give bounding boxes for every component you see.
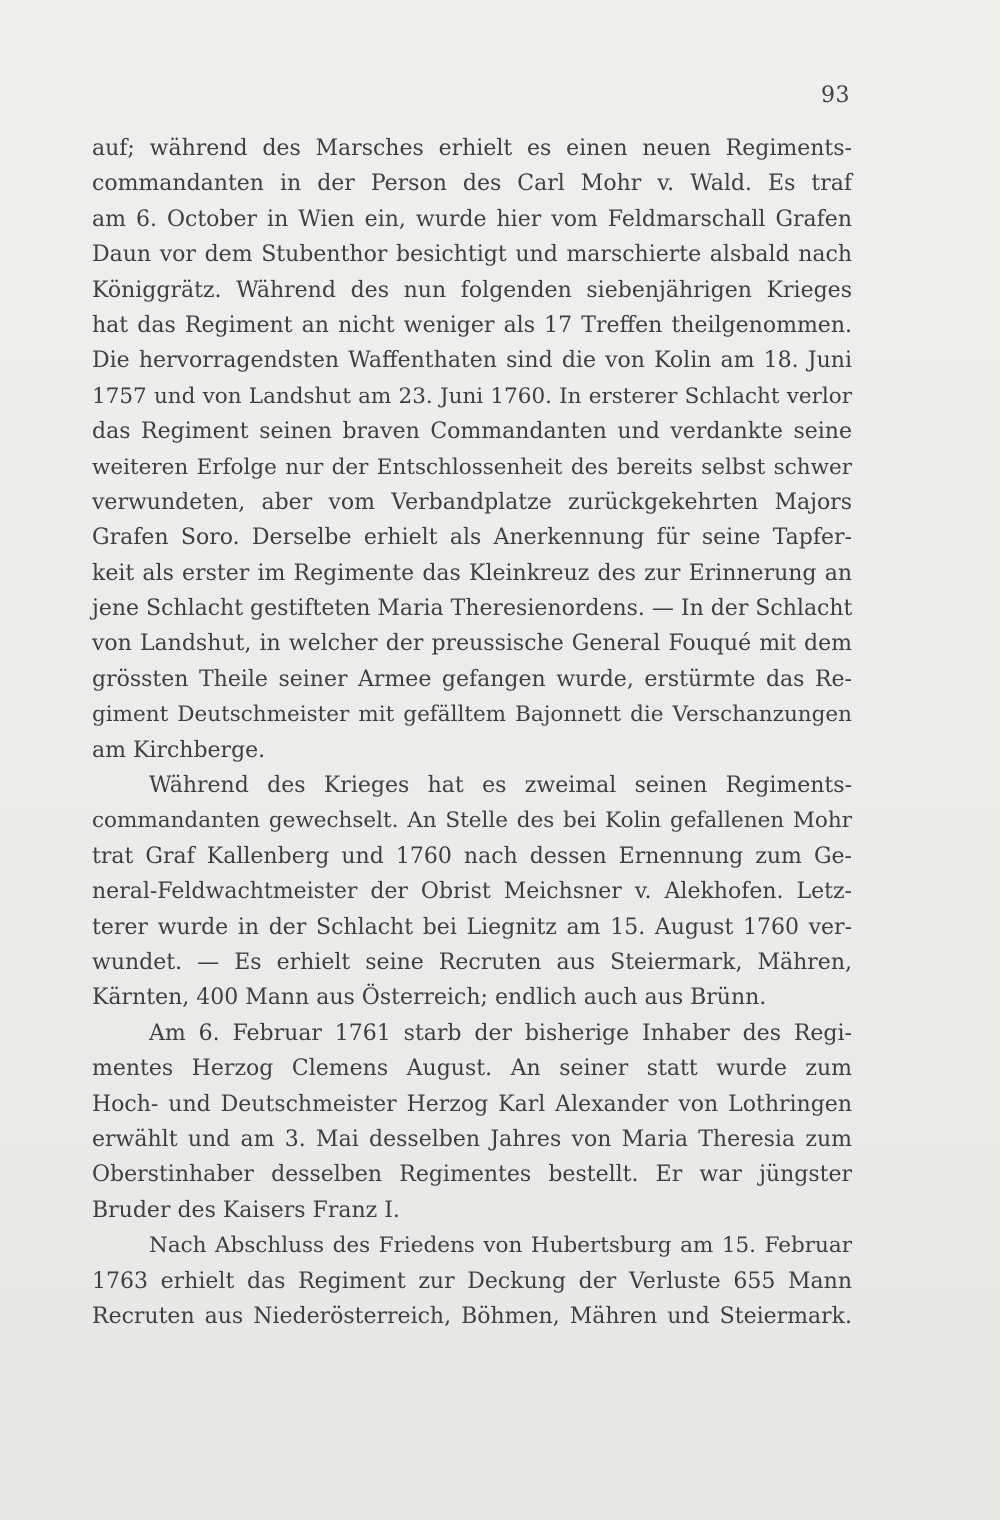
- text-line: 1763 erhielt das Regiment zur Deckung der Verluste 655 Mann: [92, 1268, 852, 1294]
- text-line: erwählt und am 3. Mai desselben Jahres von Maria Theresia zum: [92, 1126, 852, 1152]
- text-line: mentes Herzog Clemens August. An seiner statt wurde zum: [92, 1056, 852, 1082]
- text-line: grössten Theile seiner Armee gefangen wurde, erstürmte das Re-: [92, 666, 852, 692]
- text-line: neral-Feldwachtmeister der Obrist Meichsner v. Alekhofen. Letz-: [92, 879, 852, 905]
- text-line: wundet. — Es erhielt seine Recruten aus Steiermark, Mähren,: [92, 949, 852, 975]
- text-line: Hoch- und Deutschmeister Herzog Karl Alexander von Lothringen: [92, 1091, 852, 1117]
- text-line: hat das Regiment an nicht weniger als 17 Treffen theilgenommen.: [92, 312, 852, 338]
- text-line: weiteren Erfolge nur der Entschlossenheit des bereits selbst schwer: [92, 454, 852, 480]
- text-line: Recruten aus Niederösterreich, Böhmen, Mähren und Steiermark.: [92, 1303, 852, 1329]
- text-line: von Landshut, in welcher der preussische General Fouqué mit dem: [92, 631, 852, 657]
- text-line: commandanten in der Person des Carl Mohr v. Wald. Es traf: [92, 171, 852, 197]
- text-line: Oberstinhaber desselben Regimentes bestellt. Er war jüngster: [92, 1162, 852, 1188]
- text-line: das Regiment seinen braven Commandanten und verdankte seine: [92, 419, 852, 445]
- text-line: commandanten gewechselt. An Stelle des bei Kolin gefallenen Mohr: [92, 808, 852, 834]
- page-number: 93: [821, 83, 850, 108]
- text-line: am 6. October in Wien ein, wurde hier vom Feldmarschall Grafen: [92, 206, 852, 232]
- text-line: terer wurde in der Schlacht bei Liegnitz am 15. August 1760 ver-: [92, 914, 852, 940]
- text-line: trat Graf Kallenberg und 1760 nach dessen Ernennung zum Ge-: [92, 843, 852, 869]
- text-line: Nach Abschluss des Friedens von Hubertsburg am 15. Februar: [149, 1233, 852, 1259]
- text-line: keit als erster im Regimente das Kleinkreuz des zur Erinnerung an: [92, 560, 852, 586]
- text-line: jene Schlacht gestifteten Maria Theresienordens. — In der Schlacht: [92, 596, 853, 622]
- text-line: Grafen Soro. Derselbe erhielt als Anerkennung für seine Tapfer-: [92, 525, 852, 551]
- text-line: Königgrätz. Während des nun folgenden siebenjährigen Krieges: [92, 277, 852, 303]
- text-line: am Kirchberge.: [92, 737, 266, 763]
- text-line: Am 6. Februar 1761 starb der bisherige Inhaber des Regi-: [149, 1020, 852, 1046]
- text-line: verwundeten, aber vom Verbandplatze zurückgekehrten Majors: [92, 489, 852, 515]
- body-text: [92, 131, 852, 1334]
- text-line: Bruder des Kaisers Franz I.: [92, 1197, 400, 1223]
- text-line: auf; während des Marsches erhielt es einen neuen Regiments-: [92, 136, 852, 161]
- text-line: Während des Krieges hat es zweimal seinen Regiments-: [149, 773, 852, 799]
- text-line: Die hervorragendsten Waffenthaten sind die von Kolin am 18. Juni: [92, 348, 852, 374]
- text-line: Daun vor dem Stubenthor besichtigt und marschierte alsbald nach: [92, 242, 852, 268]
- text-line: 1757 und von Landshut am 23. Juni 1760. In ersterer Schlacht verlor: [92, 383, 852, 409]
- text-line: giment Deutschmeister mit gefälltem Bajonnett die Verschanzungen: [92, 702, 852, 728]
- text-line: Kärnten, 400 Mann aus Österreich; endlich auch aus Brünn.: [92, 985, 767, 1011]
